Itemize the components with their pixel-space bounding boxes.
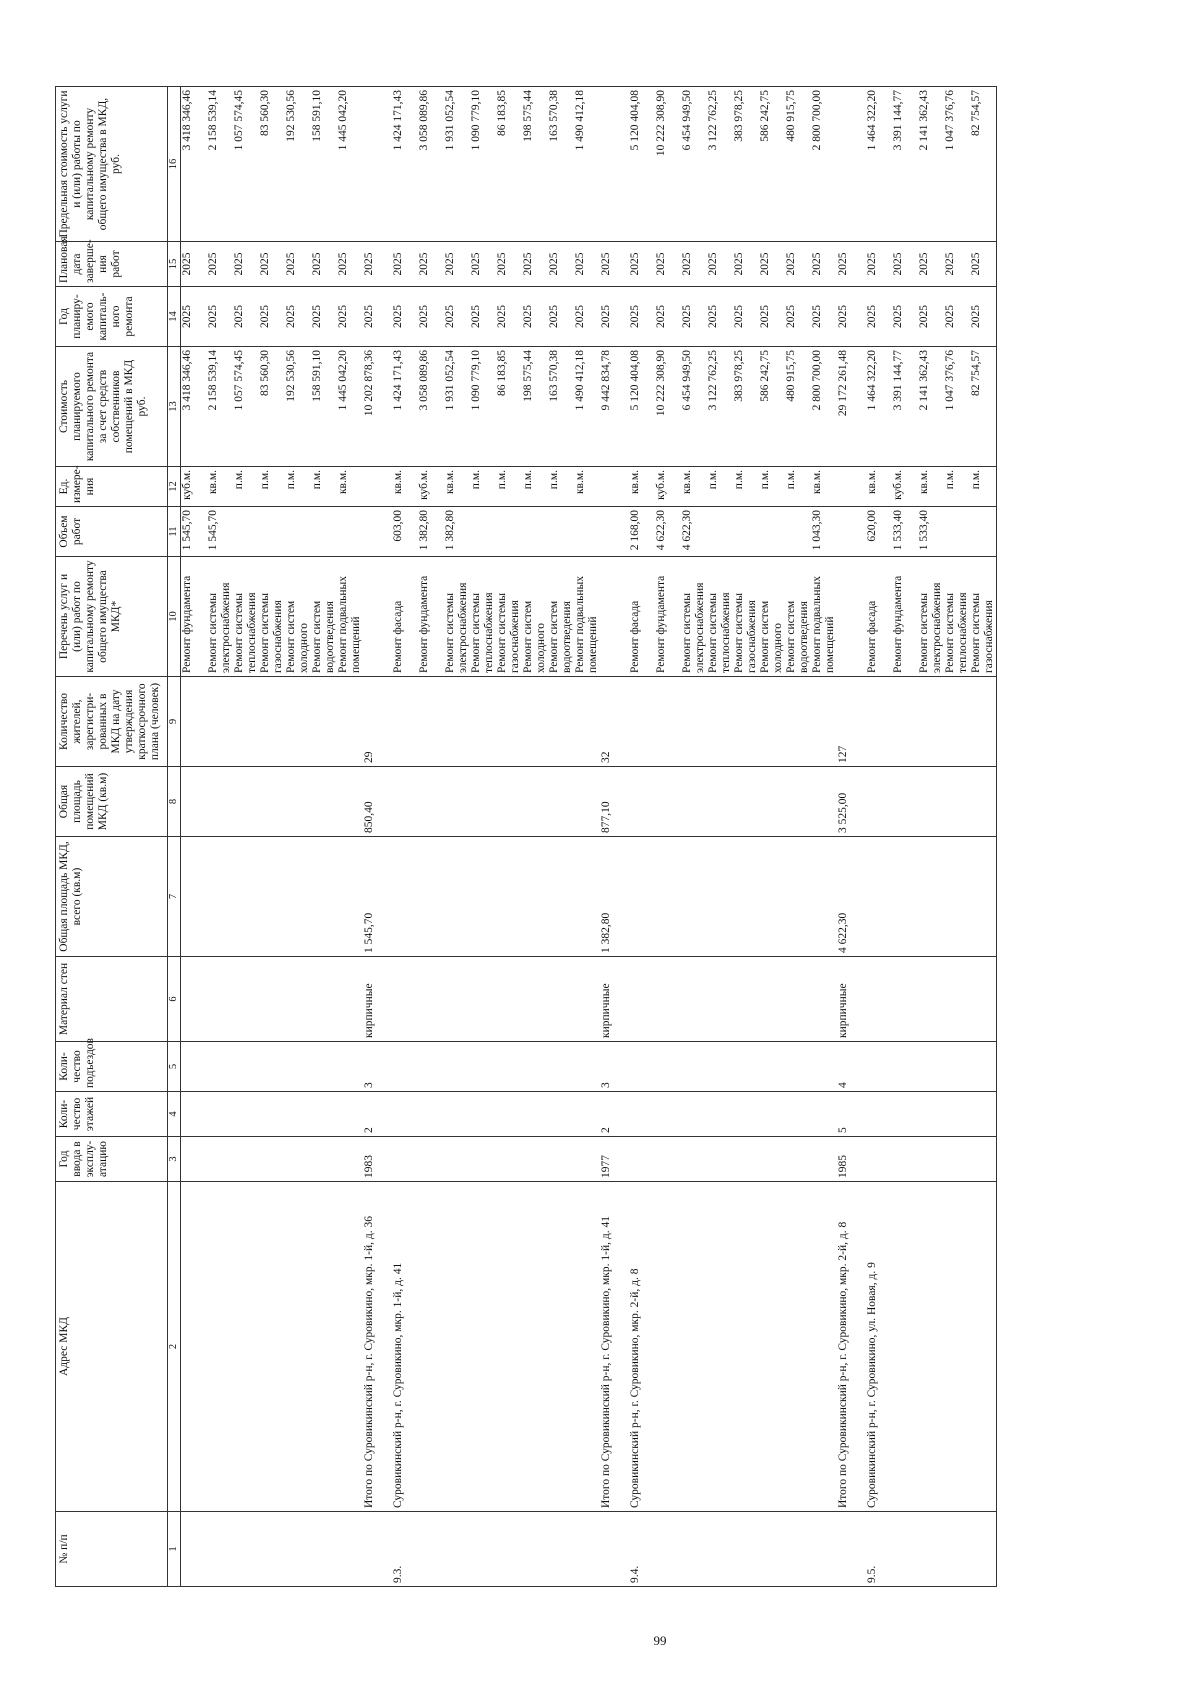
- work-unit: п.м.: [522, 470, 534, 490]
- work-unit: п.м.: [707, 470, 719, 490]
- work-name: Ремонт фасада: [866, 600, 878, 673]
- col-header: Коли-чество этажей: [56, 1092, 168, 1137]
- work-cost: 2 800 700,00: [811, 350, 823, 411]
- work-name: Ремонт системы теплоснабжения: [944, 592, 969, 673]
- col-header: Предельная стоимость услуги и (или) работы по капитальному ремонту общего имущества в МКД, руб.: [56, 87, 168, 242]
- work-year: 2025: [574, 305, 586, 328]
- col-header: Год ввода в эксплу-атацию: [56, 1137, 168, 1182]
- work-year: 2025: [548, 305, 560, 328]
- work-unit: кв.м.: [811, 470, 823, 495]
- work-unit: п.м.: [970, 470, 982, 490]
- work-year: 2025: [733, 305, 745, 328]
- col-header: Перечень услуг и (или) работ по капитальному ремонту общего имущества МКД*: [56, 557, 168, 677]
- work-year: 2025: [944, 305, 956, 328]
- work-year: 2025: [707, 305, 719, 328]
- work-name: Ремонт систем водоотведения: [785, 600, 810, 673]
- work-year: 2025: [285, 305, 297, 328]
- work-limit-cost: 5 120 404,08: [629, 90, 641, 151]
- page-number: 99: [653, 1633, 667, 1648]
- work-limit-cost: 10 222 308,90: [655, 90, 667, 157]
- work-unit: кв.м.: [918, 470, 930, 495]
- spacer-row: [376, 87, 392, 1587]
- work-cost: 83 560,30: [259, 350, 271, 396]
- total-row: [837, 87, 850, 1587]
- column-number-row: [168, 87, 181, 1587]
- work-unit: п.м.: [285, 470, 297, 490]
- work-volume: [574, 510, 600, 553]
- row-number: 9.5.: [866, 1565, 878, 1583]
- work-block-row: [629, 87, 837, 1587]
- house-address: Суровикинский р-н, г. Суровикино, мкр. 2-й, д. 8: [629, 1268, 641, 1508]
- work-volume: [233, 510, 259, 553]
- work-limit-cost: 158 591,10: [311, 90, 323, 142]
- col-number: 15: [168, 242, 181, 287]
- work-name: Ремонт фундамента: [655, 575, 667, 673]
- work-year: 2025: [629, 305, 641, 328]
- work-cost: 1 464 322,20: [866, 350, 878, 411]
- work-name: Ремонт фундамента: [181, 575, 193, 673]
- table-body: [181, 87, 997, 1587]
- work-volume: 1 533,40: [892, 510, 904, 551]
- work-volume: [470, 510, 496, 553]
- work-end-date: 2025: [785, 252, 797, 276]
- col-number: 12: [168, 467, 181, 507]
- header-row: [56, 87, 168, 1587]
- col-header: Материал стен: [56, 957, 168, 1042]
- work-end-date: 2025: [681, 252, 693, 276]
- work-year: 2025: [866, 305, 878, 328]
- col-header: Количество жителей, зарегистри-рованных в МКД на дату утверждения краткосрочного плана (человек): [56, 677, 168, 767]
- area-total: 1 382,80: [600, 912, 612, 953]
- work-name: Ремонт систем водоотведения: [548, 600, 573, 673]
- total-year: 2025: [363, 305, 375, 328]
- col-number: 6: [168, 957, 181, 1042]
- work-name: Ремонт системы электроснабжения: [918, 582, 943, 673]
- work-cost: 1 445 042,20: [337, 350, 349, 411]
- work-cost: 86 183,85: [496, 350, 508, 396]
- work-cost: 480 915,75: [785, 350, 797, 402]
- work-limit-cost: 3 418 346,46: [181, 90, 193, 151]
- col-number: 10: [168, 557, 181, 677]
- total-cost: 29 172 261,48: [837, 350, 849, 417]
- col-number: 8: [168, 767, 181, 837]
- work-end-date: 2025: [418, 252, 430, 276]
- work-limit-cost: 82 754,57: [970, 90, 982, 136]
- work-volume: [733, 510, 759, 553]
- work-end-date: 2025: [233, 252, 245, 276]
- col-header: Коли-чество подъездов: [56, 1042, 168, 1092]
- work-limit-cost: 6 454 949,50: [681, 90, 693, 151]
- floors: 2: [363, 1127, 375, 1133]
- col-number: 11: [168, 507, 181, 557]
- area-total: 4 622,30: [837, 912, 849, 953]
- work-end-date: 2025: [759, 252, 771, 276]
- work-year: 2025: [207, 305, 219, 328]
- work-volume: 1 533,40: [918, 510, 930, 551]
- total-label: Итого по Суровикинский р-н, г. Суровикино, мкр. 1-й, д. 41: [600, 1216, 612, 1508]
- work-unit: п.м.: [233, 470, 245, 490]
- work-unit: п.м.: [548, 470, 560, 490]
- work-year: 2025: [522, 305, 534, 328]
- total-end-date: 2025: [837, 252, 849, 276]
- work-name: Ремонт системы теплоснабжения: [233, 592, 258, 673]
- total-cost: 9 442 834,78: [600, 350, 612, 411]
- total-end-date: 2025: [363, 252, 375, 276]
- work-unit: п.м.: [785, 470, 797, 490]
- work-limit-cost: 198 575,44: [522, 90, 534, 142]
- work-year: 2025: [759, 305, 771, 328]
- work-end-date: 2025: [207, 252, 219, 276]
- work-volume: [970, 510, 996, 553]
- work-limit-cost: 480 915,75: [785, 90, 797, 142]
- work-name: Ремонт фасада: [629, 600, 641, 673]
- work-cost: 198 575,44: [522, 350, 534, 402]
- work-cost: 3 418 346,46: [181, 350, 193, 411]
- work-end-date: 2025: [311, 252, 323, 276]
- work-name: Ремонт системы электроснабжения: [207, 582, 232, 673]
- total-label: Итого по Суровикинский р-н, г. Суровикино, мкр. 1-й, д. 36: [363, 1216, 375, 1508]
- work-year: 2025: [418, 305, 430, 328]
- col-number: 1: [168, 1512, 181, 1587]
- work-year: 2025: [811, 305, 823, 328]
- work-year: 2025: [496, 305, 508, 328]
- wall-material: кирпичные: [837, 983, 849, 1038]
- work-end-date: 2025: [811, 252, 823, 276]
- work-limit-cost: 192 530,56: [285, 90, 297, 142]
- work-end-date: 2025: [337, 252, 349, 276]
- work-cost: 5 120 404,08: [629, 350, 641, 411]
- work-volume: 1 545,70: [207, 510, 219, 551]
- work-unit: куб.м.: [418, 470, 430, 500]
- work-cost: 383 978,25: [733, 350, 745, 402]
- work-year: 2025: [337, 305, 349, 328]
- entrances: 3: [600, 1082, 612, 1088]
- work-name: Ремонт подвальных помещений: [574, 576, 599, 673]
- house-address: Суровикинский р-н, г. Суровикино, мкр. 1-й, д. 41: [392, 1262, 404, 1508]
- area-total: 1 545,70: [363, 912, 375, 953]
- work-cost: 1 490 412,18: [574, 350, 586, 411]
- col-header: Год планиру-емого капиталь-ного ремонта: [56, 287, 168, 347]
- work-limit-cost: 3 058 089,86: [418, 90, 430, 151]
- work-limit-cost: 1 445 042,20: [337, 90, 349, 151]
- work-limit-cost: 1 464 322,20: [866, 90, 878, 151]
- work-name: Ремонт системы теплоснабжения: [707, 592, 732, 673]
- work-volume: [759, 510, 785, 553]
- work-end-date: 2025: [733, 252, 745, 276]
- work-cost: 3 122 762,25: [707, 350, 719, 411]
- work-end-date: 2025: [181, 252, 193, 276]
- work-cost: 3 391 144,77: [892, 350, 904, 411]
- work-name: Ремонт фундамента: [418, 575, 430, 673]
- work-limit-cost: 1 047 376,76: [944, 90, 956, 151]
- spacer-row: [613, 87, 629, 1587]
- work-volume: [707, 510, 733, 553]
- work-volume: 4 622,30: [655, 510, 667, 551]
- area-rooms: 3 525,00: [837, 792, 849, 833]
- col-number: 4: [168, 1092, 181, 1137]
- total-row: [600, 87, 613, 1587]
- house-address: Суровикинский р-н, г. Суровикино, ул. Новая, д. 9: [866, 1262, 878, 1508]
- work-unit: кв.м.: [207, 470, 219, 495]
- work-unit: кв.м.: [866, 470, 878, 495]
- total-year: 2025: [600, 305, 612, 328]
- row-number: 9.3.: [392, 1565, 404, 1583]
- work-year: 2025: [392, 305, 404, 328]
- work-limit-cost: 1 931 052,54: [444, 90, 456, 151]
- work-limit-cost: 3 391 144,77: [892, 90, 904, 151]
- work-year: 2025: [970, 305, 982, 328]
- work-volume: 1 382,80: [444, 510, 456, 551]
- total-row: [363, 87, 376, 1587]
- area-rooms: 877,10: [600, 801, 612, 833]
- work-year: 2025: [233, 305, 245, 328]
- work-unit: кв.м.: [392, 470, 404, 495]
- col-header: Общая площадь помещений МКД (кв.м): [56, 767, 168, 837]
- work-unit: п.м.: [470, 470, 482, 490]
- work-block-row: [392, 87, 600, 1587]
- col-number: 7: [168, 837, 181, 957]
- total-label: Итого по Суровикинский р-н, г. Суровикино, мкр. 2-й, д. 8: [837, 1221, 849, 1508]
- work-end-date: 2025: [655, 252, 667, 276]
- work-name: Ремонт фундамента: [892, 575, 904, 673]
- col-number: 3: [168, 1137, 181, 1182]
- work-cost: 1 047 376,76: [944, 350, 956, 411]
- work-limit-cost: 3 122 762,25: [707, 90, 719, 151]
- work-end-date: 2025: [444, 252, 456, 276]
- work-cost: 6 454 949,50: [681, 350, 693, 411]
- work-cost: 1 931 052,54: [444, 350, 456, 411]
- total-cost: 10 202 878,36: [363, 350, 375, 417]
- work-name: Ремонт систем холодного: [759, 600, 784, 673]
- work-end-date: 2025: [285, 252, 297, 276]
- col-header: Адрес МКД: [56, 1182, 168, 1512]
- work-volume: [522, 510, 548, 553]
- row-number: 9.4.: [629, 1565, 641, 1583]
- work-volume: 1 545,70: [181, 510, 193, 551]
- work-year: 2025: [311, 305, 323, 328]
- work-end-date: 2025: [548, 252, 560, 276]
- work-limit-cost: 83 560,30: [259, 90, 271, 136]
- col-number: 16: [168, 87, 181, 242]
- work-name: Ремонт системы электроснабжения: [444, 582, 469, 673]
- work-volume: [944, 510, 970, 553]
- residents: 127: [837, 745, 849, 763]
- work-year: 2025: [655, 305, 667, 328]
- work-end-date: 2025: [866, 252, 878, 276]
- work-unit: кв.м.: [574, 470, 586, 495]
- work-end-date: 2025: [892, 252, 904, 276]
- work-cost: 82 754,57: [970, 350, 982, 396]
- work-cost: 1 090 779,10: [470, 350, 482, 411]
- work-volume: [785, 510, 811, 553]
- work-cost: 192 530,56: [285, 350, 297, 402]
- wall-material: кирпичные: [600, 983, 612, 1038]
- work-end-date: 2025: [629, 252, 641, 276]
- col-header: Ед. измере-ния: [56, 467, 168, 507]
- col-number: 9: [168, 677, 181, 767]
- work-limit-cost: 383 978,25: [733, 90, 745, 142]
- work-end-date: 2025: [918, 252, 930, 276]
- work-limit-cost: 2 141 362,43: [918, 90, 930, 151]
- work-limit-cost: 2 800 700,00: [811, 90, 823, 151]
- work-volume: [496, 510, 522, 553]
- col-number: 5: [168, 1042, 181, 1092]
- work-name: Ремонт системы электроснабжения: [681, 582, 706, 673]
- work-limit-cost: 2 158 539,14: [207, 90, 219, 151]
- work-unit: куб.м.: [892, 470, 904, 500]
- work-name: Ремонт подвальных помещений: [337, 576, 362, 673]
- work-volume: [285, 510, 311, 553]
- entrances: 4: [837, 1082, 849, 1088]
- work-name: Ремонт фасада: [392, 600, 404, 673]
- work-volume: 620,00: [866, 510, 878, 542]
- work-end-date: 2025: [707, 252, 719, 276]
- work-name: Ремонт системы теплоснабжения: [470, 592, 495, 673]
- work-cost: 2 158 539,14: [207, 350, 219, 411]
- total-year: 2025: [837, 305, 849, 328]
- work-unit: кв.м.: [681, 470, 693, 495]
- work-limit-cost: 586 242,75: [759, 90, 771, 142]
- work-volume: 4 622,30: [681, 510, 693, 551]
- work-name: Ремонт систем водоотведения: [311, 600, 336, 673]
- work-volume: [337, 510, 363, 553]
- work-name: Ремонт систем холодного: [285, 600, 310, 673]
- work-year: 2025: [681, 305, 693, 328]
- work-cost: 3 058 089,86: [418, 350, 430, 411]
- work-year: 2025: [181, 305, 193, 328]
- work-limit-cost: 163 570,38: [548, 90, 560, 142]
- work-unit: п.м.: [733, 470, 745, 490]
- work-volume: [259, 510, 285, 553]
- work-name: Ремонт системы газоснабжения: [496, 593, 521, 673]
- work-limit-cost: 1 424 171,43: [392, 90, 404, 151]
- wall-material: кирпичные: [363, 983, 375, 1038]
- col-header: Плановая дата заверше-ния работ: [56, 242, 168, 287]
- work-name: Ремонт системы газоснабжения: [970, 593, 995, 673]
- work-year: 2025: [259, 305, 271, 328]
- work-unit: п.м.: [759, 470, 771, 490]
- work-unit: п.м.: [944, 470, 956, 490]
- work-unit: кв.м.: [629, 470, 641, 495]
- work-block-row: [181, 87, 364, 1587]
- total-end-date: 2025: [600, 252, 612, 276]
- col-header: Объем работ: [56, 507, 168, 557]
- work-limit-cost: 86 183,85: [496, 90, 508, 136]
- work-unit: п.м.: [311, 470, 323, 490]
- col-number: 13: [168, 347, 181, 467]
- work-unit: п.м.: [259, 470, 271, 490]
- work-cost: 1 424 171,43: [392, 350, 404, 411]
- work-limit-cost: 1 090 779,10: [470, 90, 482, 151]
- work-cost: 586 242,75: [759, 350, 771, 402]
- entrances: 3: [363, 1082, 375, 1088]
- work-limit-cost: 1 057 574,45: [233, 90, 245, 151]
- work-cost: 1 057 574,45: [233, 350, 245, 411]
- work-unit: куб.м.: [655, 470, 667, 500]
- work-cost: 2 141 362,43: [918, 350, 930, 411]
- area-rooms: 850,40: [363, 801, 375, 833]
- work-name: Ремонт систем холодного: [522, 600, 547, 673]
- work-volume: 1 043,30: [811, 510, 823, 551]
- work-limit-cost: 1 490 412,18: [574, 90, 586, 151]
- work-end-date: 2025: [259, 252, 271, 276]
- work-year: 2025: [470, 305, 482, 328]
- built-year: 1985: [837, 1155, 849, 1178]
- col-header: Общая площадь МКД, всего (кв.м): [56, 837, 168, 957]
- spacer-row: [850, 87, 866, 1587]
- work-unit: кв.м.: [337, 470, 349, 495]
- col-number: 14: [168, 287, 181, 347]
- work-end-date: 2025: [496, 252, 508, 276]
- work-name: Ремонт системы газоснабжения: [259, 593, 284, 673]
- work-volume: 1 382,80: [418, 510, 430, 551]
- work-unit: кв.м.: [444, 470, 456, 495]
- work-volume: 2 168,00: [629, 510, 641, 551]
- col-number: 2: [168, 1182, 181, 1512]
- work-year: 2025: [785, 305, 797, 328]
- work-name: Ремонт системы газоснабжения: [733, 593, 758, 673]
- built-year: 1977: [600, 1155, 612, 1178]
- work-cost: 163 570,38: [548, 350, 560, 402]
- work-unit: куб.м.: [181, 470, 193, 500]
- col-header: № п/п: [56, 1512, 168, 1587]
- work-end-date: 2025: [392, 252, 404, 276]
- residents: 29: [363, 751, 375, 763]
- built-year: 1983: [363, 1155, 375, 1178]
- floors: 5: [837, 1127, 849, 1133]
- repair-plan-table: [55, 86, 997, 1587]
- work-volume: [311, 510, 337, 553]
- col-header: Стоимость планируемого капитального ремонта за счет средств собственников помещений в МКД руб.: [56, 347, 168, 467]
- work-volume: 603,00: [392, 510, 404, 542]
- residents: 32: [600, 751, 612, 763]
- work-cost: 10 222 308,90: [655, 350, 667, 417]
- work-end-date: 2025: [522, 252, 534, 276]
- work-year: 2025: [444, 305, 456, 328]
- work-end-date: 2025: [944, 252, 956, 276]
- work-end-date: 2025: [470, 252, 482, 276]
- work-year: 2025: [892, 305, 904, 328]
- work-unit: п.м.: [496, 470, 508, 490]
- work-block-row: [866, 87, 997, 1587]
- work-cost: 158 591,10: [311, 350, 323, 402]
- floors: 2: [600, 1127, 612, 1133]
- work-volume: [548, 510, 574, 553]
- work-end-date: 2025: [574, 252, 586, 276]
- work-year: 2025: [918, 305, 930, 328]
- work-name: Ремонт подвальных помещений: [811, 576, 836, 673]
- work-end-date: 2025: [970, 252, 982, 276]
